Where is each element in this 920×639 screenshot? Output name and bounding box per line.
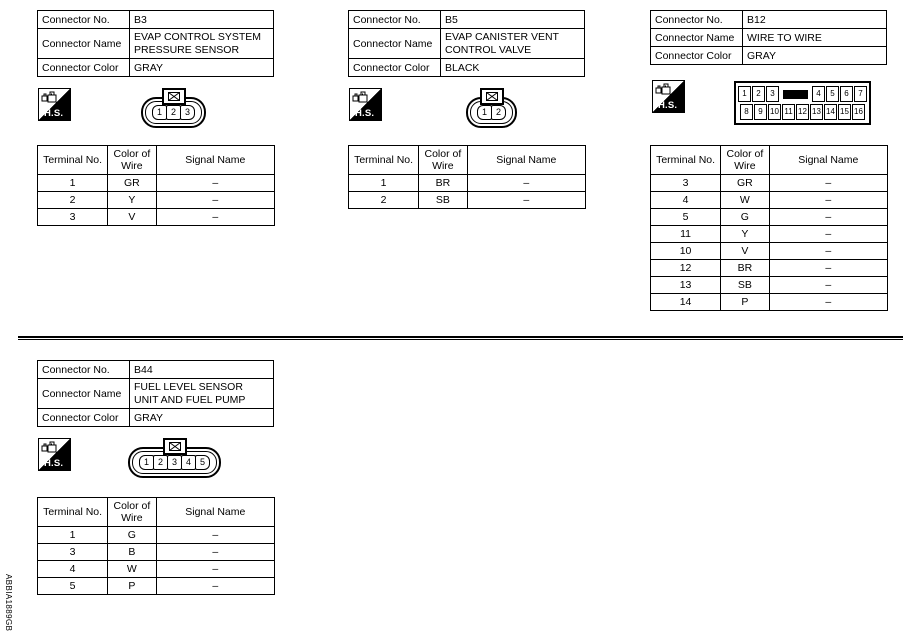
connector-no-value: B3: [130, 11, 274, 29]
color-of-wire-header: Color of Wire: [721, 146, 769, 175]
terminal-cell-signal: –: [156, 192, 274, 209]
connector-color-row: [38, 59, 274, 77]
terminal-cell-signal: –: [769, 243, 887, 260]
connector-name-line: PRESSURE SENSOR: [134, 43, 240, 56]
terminal-cell-signal: –: [769, 209, 887, 226]
terminal-table-body: [38, 175, 275, 226]
hs-connector-glyph-icon: [655, 83, 671, 96]
pin-1: 1: [738, 86, 751, 102]
connector-name-label: Connector Name: [349, 29, 441, 59]
hs-label: H.S.: [658, 100, 678, 111]
terminal-cell-wire: Y: [108, 192, 156, 209]
connector-keyway-tab: [162, 88, 186, 105]
pin-2: 2: [153, 455, 168, 470]
pin-9: 9: [754, 104, 767, 120]
pin-2: 2: [491, 105, 506, 120]
terminal-table-body: [651, 175, 888, 311]
terminal-cell-wire: Y: [721, 226, 769, 243]
terminal-table: [348, 145, 586, 209]
terminal-table-head: [651, 146, 888, 175]
terminal-cell-no: 10: [651, 243, 721, 260]
terminal-cell-signal: –: [769, 277, 887, 294]
figure-code: ABBIA1889GB: [4, 574, 13, 632]
terminal-cell-signal: –: [467, 175, 585, 192]
terminal-cell-no: 5: [651, 209, 721, 226]
pin-2: 2: [752, 86, 765, 102]
terminal-cell-no: 14: [651, 294, 721, 311]
terminal-cell-signal: –: [769, 175, 887, 192]
connector-name-value: [130, 379, 274, 409]
terminal-cell-no: 11: [651, 226, 721, 243]
terminal-cell-wire: W: [108, 561, 156, 578]
pin-grid-row: [738, 104, 867, 120]
hs-connector-glyph-icon: [41, 91, 57, 104]
terminal-cell-no: 3: [38, 544, 108, 561]
terminal-cell-signal: –: [156, 527, 274, 544]
pin-1: 1: [152, 105, 167, 120]
connector-name-row: [38, 379, 274, 409]
connector-info-table: [650, 10, 887, 65]
pin-1: 1: [477, 105, 492, 120]
terminal-table-head: [349, 146, 586, 175]
terminal-cell-no: 1: [349, 175, 419, 192]
terminal-no-header: Terminal No.: [38, 498, 108, 527]
connector-no-label: Connector No.: [38, 361, 130, 379]
terminal-cell-wire: G: [108, 527, 156, 544]
connector-name-line: EVAP CONTROL SYSTEM: [134, 30, 261, 43]
terminal-cell-no: 2: [349, 192, 419, 209]
terminal-cell-wire: SB: [419, 192, 467, 209]
keyway-x-icon: [169, 442, 181, 451]
terminal-row: [349, 175, 586, 192]
terminal-cell-signal: –: [769, 192, 887, 209]
terminal-cell-signal: –: [156, 578, 274, 595]
pin-12: 12: [796, 104, 809, 120]
hs-connector-glyph-icon: [352, 91, 368, 104]
terminal-table: [37, 497, 275, 595]
pin-5: 5: [195, 455, 210, 470]
connector-name-value: [441, 29, 585, 59]
terminal-row: [651, 277, 888, 294]
pin-1: 1: [139, 455, 154, 470]
connector-block-b12: [650, 10, 888, 308]
keyway-block: [783, 90, 808, 99]
terminal-cell-no: 1: [38, 175, 108, 192]
signal-name-header: Signal Name: [156, 498, 274, 527]
terminal-row: [38, 175, 275, 192]
terminal-header-row: [38, 146, 275, 175]
connector-no-value: B44: [130, 361, 274, 379]
connector-no-row: [651, 11, 887, 29]
connector-color-value: GRAY: [130, 409, 274, 427]
connector-color-value: BLACK: [441, 59, 585, 77]
terminal-cell-wire: B: [108, 544, 156, 561]
pin-3: 3: [180, 105, 195, 120]
connector-no-label: Connector No.: [38, 11, 130, 29]
connector-block-b3: [37, 10, 275, 223]
signal-name-header: Signal Name: [467, 146, 585, 175]
color-of-wire-header: Color of Wire: [108, 146, 156, 175]
terminal-row: [38, 544, 275, 561]
connector-color-row: [349, 59, 585, 77]
connector-keyway-tab: [480, 88, 504, 105]
terminal-cell-no: 2: [38, 192, 108, 209]
connector-name-row: [38, 29, 274, 59]
connector-no-row: [38, 11, 274, 29]
terminal-cell-wire: BR: [419, 175, 467, 192]
connector-no-row: [349, 11, 585, 29]
terminal-table-body: [38, 527, 275, 595]
color-of-wire-header: Color of Wire: [419, 146, 467, 175]
terminal-cell-no: 12: [651, 260, 721, 277]
connector-no-label: Connector No.: [651, 11, 743, 29]
terminal-table-head: [38, 498, 275, 527]
terminal-cell-wire: GR: [108, 175, 156, 192]
pin-10: 10: [768, 104, 781, 120]
connector-info-table: [37, 10, 274, 77]
connector-color-row: [651, 47, 887, 65]
terminal-cell-no: 4: [651, 192, 721, 209]
connector-drawing-b3: [141, 88, 206, 128]
pin-4: 4: [812, 86, 825, 102]
terminal-row: [651, 209, 888, 226]
pin-8: 8: [740, 104, 753, 120]
pin-14: 14: [824, 104, 837, 120]
pin-4: 4: [181, 455, 196, 470]
terminal-row: [651, 192, 888, 209]
connector-no-row: [38, 361, 274, 379]
connector-name-row: [651, 29, 887, 47]
connector-name-line: EVAP CANISTER VENT: [445, 30, 559, 43]
connector-name-label: Connector Name: [38, 379, 130, 409]
connector-info-table: [37, 360, 274, 427]
terminal-cell-signal: –: [156, 209, 274, 226]
connector-color-label: Connector Color: [651, 47, 743, 65]
pin-11: 11: [782, 104, 795, 120]
connector-drawing-b44: [128, 438, 221, 478]
hs-logo: [38, 438, 71, 471]
connector-color-label: Connector Color: [38, 409, 130, 427]
terminal-row: [349, 192, 586, 209]
connector-color-value: GRAY: [130, 59, 274, 77]
terminal-row: [38, 192, 275, 209]
keyway-x-icon: [486, 92, 498, 101]
terminal-row: [38, 209, 275, 226]
connector-name-row: [349, 29, 585, 59]
connector-color-value: GRAY: [743, 47, 887, 65]
hs-logo: [38, 88, 71, 121]
terminal-cell-wire: P: [108, 578, 156, 595]
terminal-row: [38, 578, 275, 595]
terminal-cell-no: 3: [38, 209, 108, 226]
terminal-cell-wire: V: [108, 209, 156, 226]
terminal-table-body: [349, 175, 586, 209]
pin-16: 16: [852, 104, 865, 120]
terminal-row: [38, 561, 275, 578]
connector-no-label: Connector No.: [349, 11, 441, 29]
terminal-header-row: [651, 146, 888, 175]
terminal-row: [651, 243, 888, 260]
terminal-cell-wire: W: [721, 192, 769, 209]
connector-color-label: Connector Color: [349, 59, 441, 77]
terminal-cell-wire: BR: [721, 260, 769, 277]
pin-15: 15: [838, 104, 851, 120]
terminal-cell-signal: –: [156, 561, 274, 578]
section-divider: [18, 336, 903, 340]
connector-color-row: [38, 409, 274, 427]
pin-6: 6: [840, 86, 853, 102]
terminal-table: [37, 145, 275, 226]
hs-label: H.S.: [44, 458, 64, 469]
terminal-no-header: Terminal No.: [651, 146, 721, 175]
connector-keyway-tab: [163, 438, 187, 455]
terminal-cell-signal: –: [769, 260, 887, 277]
terminal-row: [651, 175, 888, 192]
pin-5: 5: [826, 86, 839, 102]
terminal-header-row: [349, 146, 586, 175]
terminal-header-row: [38, 498, 275, 527]
pin-2: 2: [166, 105, 181, 120]
pin-13: 13: [810, 104, 823, 120]
connector-no-value: B5: [441, 11, 585, 29]
connector-no-value: B12: [743, 11, 887, 29]
pin-7: 7: [854, 86, 867, 102]
terminal-cell-no: 13: [651, 277, 721, 294]
terminal-row: [38, 527, 275, 544]
keyway-x-icon: [168, 92, 180, 101]
connector-name-value: [130, 29, 274, 59]
terminal-cell-no: 4: [38, 561, 108, 578]
connector-name-line: CONTROL VALVE: [445, 43, 532, 56]
terminal-table: [650, 145, 888, 311]
terminal-cell-no: 5: [38, 578, 108, 595]
connector-drawing-b5: [466, 88, 517, 128]
connector-color-label: Connector Color: [38, 59, 130, 77]
connector-name-label: Connector Name: [38, 29, 130, 59]
connector-name-value: WIRE TO WIRE: [743, 29, 887, 47]
color-of-wire-header: Color of Wire: [108, 498, 156, 527]
pin-grid-row: [738, 86, 867, 102]
connector-info-table: [348, 10, 585, 77]
signal-name-header: Signal Name: [156, 146, 274, 175]
terminal-cell-wire: GR: [721, 175, 769, 192]
pin-3: 3: [167, 455, 182, 470]
terminal-cell-wire: V: [721, 243, 769, 260]
connector-drawing-b12: [734, 81, 871, 125]
terminal-no-header: Terminal No.: [349, 146, 419, 175]
pin-3: 3: [766, 86, 779, 102]
terminal-row: [651, 260, 888, 277]
signal-name-header: Signal Name: [769, 146, 887, 175]
terminal-cell-wire: G: [721, 209, 769, 226]
hs-connector-glyph-icon: [41, 441, 57, 454]
terminal-cell-signal: –: [156, 544, 274, 561]
hs-logo: [652, 80, 685, 113]
terminal-cell-no: 3: [651, 175, 721, 192]
hs-label: H.S.: [355, 108, 375, 119]
hs-logo: [349, 88, 382, 121]
connector-name-label: Connector Name: [651, 29, 743, 47]
terminal-row: [651, 226, 888, 243]
connector-block-b44: [37, 360, 275, 592]
terminal-no-header: Terminal No.: [38, 146, 108, 175]
terminal-cell-signal: –: [769, 294, 887, 311]
terminal-row: [651, 294, 888, 311]
hs-label: H.S.: [44, 108, 64, 119]
terminal-cell-no: 1: [38, 527, 108, 544]
terminal-cell-wire: SB: [721, 277, 769, 294]
terminal-cell-signal: –: [769, 226, 887, 243]
connector-name-line: UNIT AND FUEL PUMP: [134, 393, 246, 406]
terminal-table-head: [38, 146, 275, 175]
connector-block-b5: [348, 10, 586, 206]
terminal-cell-signal: –: [156, 175, 274, 192]
connector-name-line: FUEL LEVEL SENSOR: [134, 380, 243, 393]
terminal-cell-wire: P: [721, 294, 769, 311]
terminal-cell-signal: –: [467, 192, 585, 209]
